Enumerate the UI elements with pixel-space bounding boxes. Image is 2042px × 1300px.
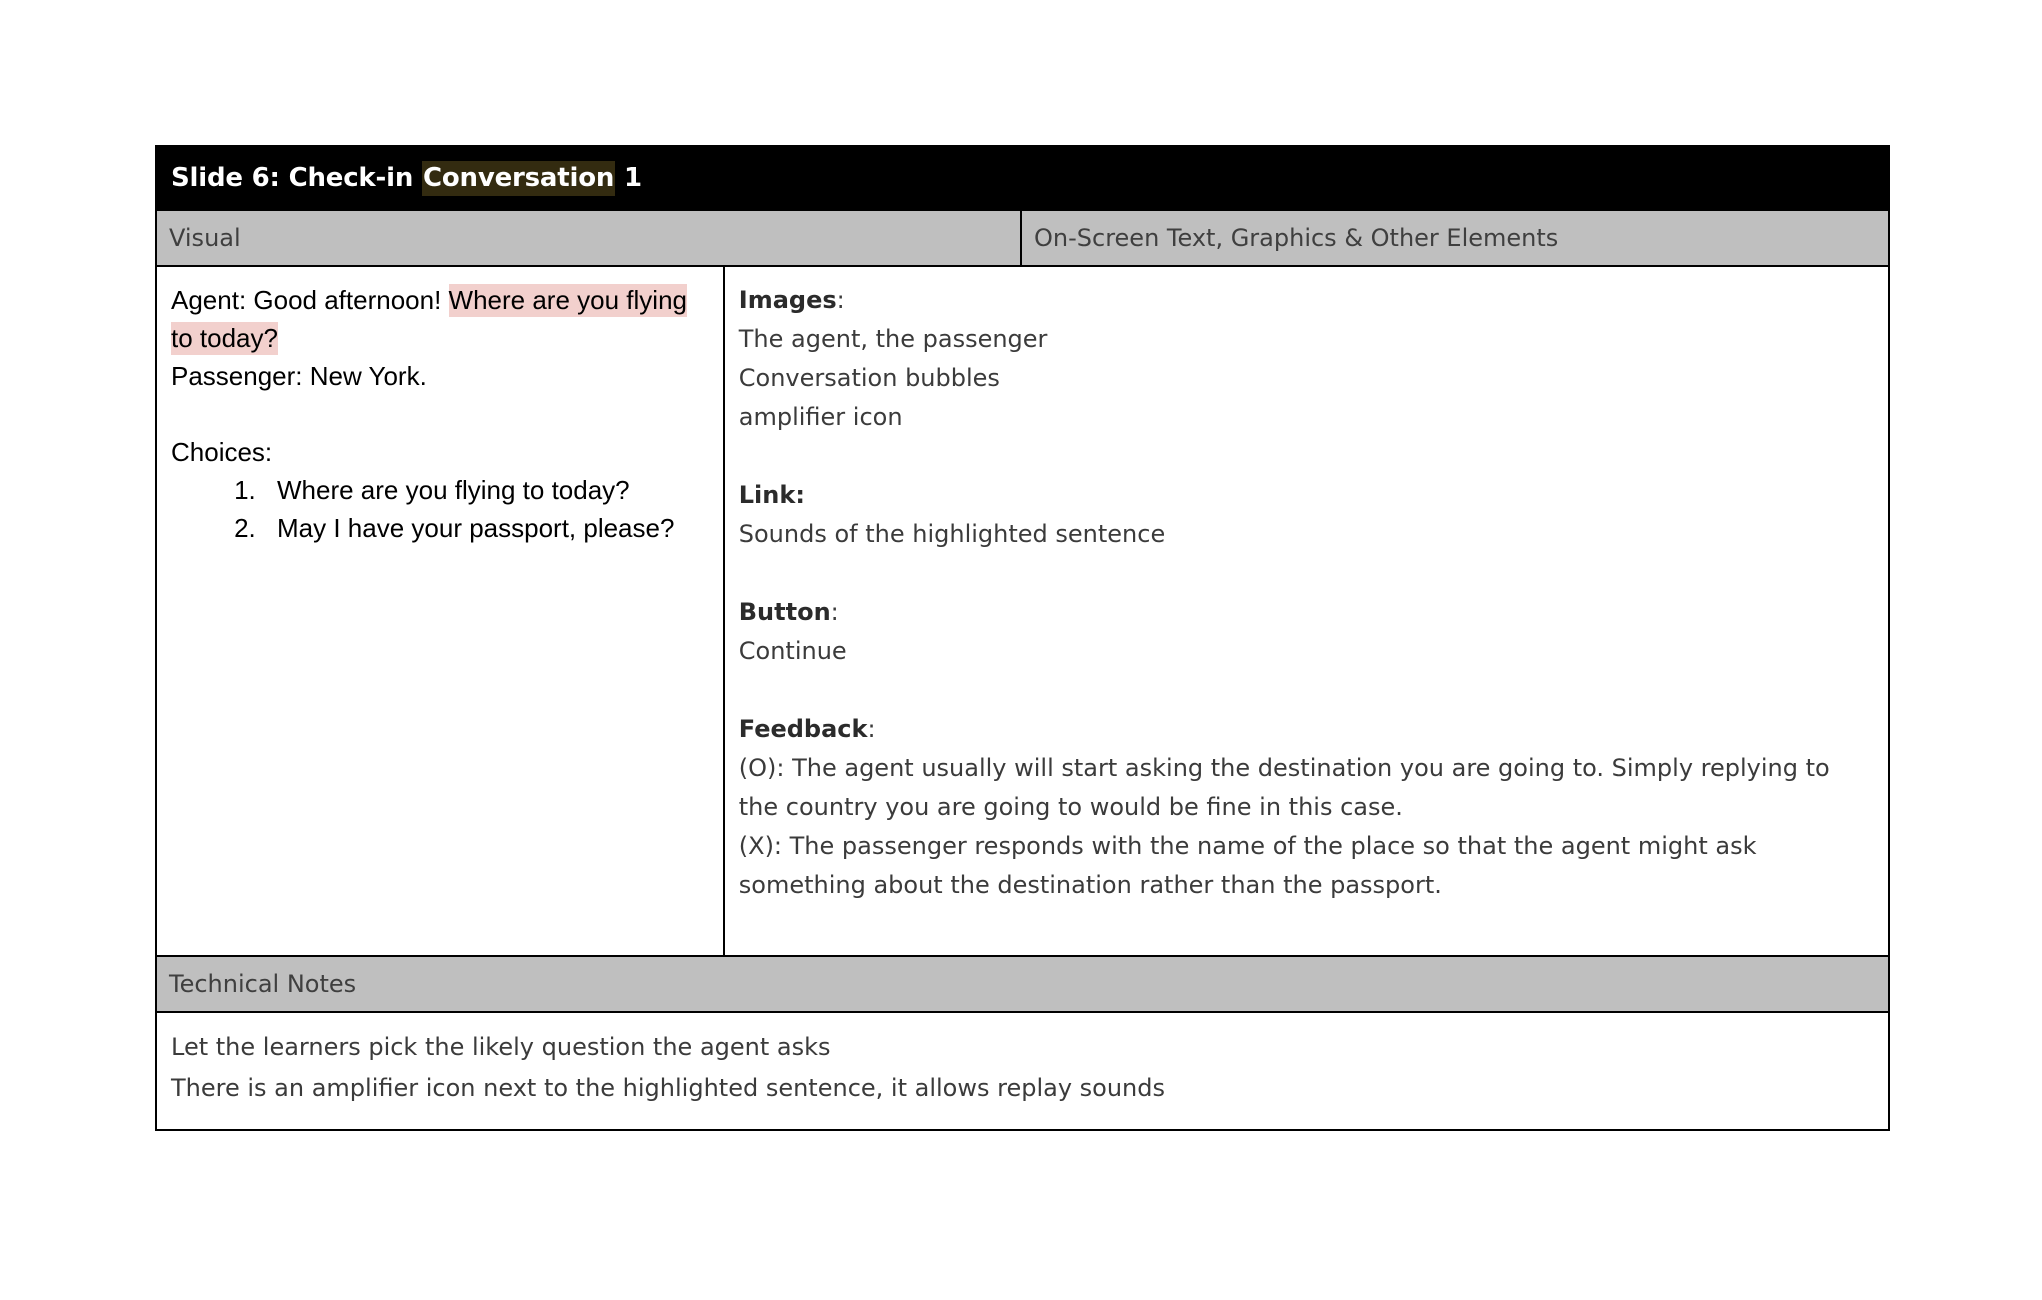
feedback-label: Feedback <box>738 715 868 743</box>
storyboard-table <box>155 145 1890 1131</box>
images-colon: : <box>836 286 845 314</box>
choice-item-1[interactable]: 1. Where are you flying to today? <box>263 471 709 509</box>
choices-label: Choices: <box>171 437 273 467</box>
onscreen-gap-1 <box>739 437 1874 476</box>
onscreen-gap-2 <box>739 554 1874 593</box>
dialogue-line-passenger <box>171 357 709 395</box>
slide-title-highlight: Conversation <box>422 161 615 196</box>
storyboard-body-row <box>157 265 1888 955</box>
visual-column <box>157 267 725 955</box>
feedback-colon: : <box>867 715 876 743</box>
onscreen-column <box>725 267 1888 955</box>
button-item-1: Continue <box>738 637 847 665</box>
column-header-onscreen: On-Screen Text, Graphics & Other Elements <box>1034 224 1559 252</box>
dialogue-agent-prefix: Agent: Good afternoon! <box>171 285 449 315</box>
column-header-visual: Visual <box>157 211 1022 265</box>
feedback-correct-text: (O): The agent usually will start asking the destination you are going to. Simply replying to the country you are going to would be fine in this case. <box>738 754 1830 821</box>
images-heading <box>739 281 1874 320</box>
link-item-1: Sounds of the highlighted sentence <box>738 520 1166 548</box>
column-header-band <box>157 209 1888 265</box>
technical-notes-band <box>157 955 1888 1011</box>
technical-note-2: There is an amplifier icon next to the highlighted sentence, it allows replay sounds <box>171 1074 1165 1102</box>
button-label: Button <box>738 598 831 626</box>
choices-list <box>171 471 709 547</box>
button-heading <box>739 593 1874 632</box>
technical-notes-header: Technical Notes <box>169 970 357 998</box>
button-colon: : <box>830 598 839 626</box>
images-item-1: The agent, the passenger <box>738 325 1048 353</box>
technical-note-1: Let the learners pick the likely question the agent asks <box>171 1033 831 1061</box>
visual-spacer <box>171 395 709 433</box>
slide-title-prefix: Slide 6: Check-in <box>171 162 422 193</box>
images-item-3: amplifier icon <box>738 403 903 431</box>
choice-item-2[interactable]: 2. May I have your passport, please? <box>263 509 709 547</box>
images-label: Images <box>738 286 837 314</box>
technical-notes-body <box>157 1011 1888 1129</box>
slide-title-bar <box>157 147 1888 209</box>
link-label: Link: <box>738 481 805 509</box>
dialogue-line-agent <box>171 281 709 357</box>
slide-title <box>171 164 642 193</box>
images-item-2: Conversation bubbles <box>738 364 1000 392</box>
feedback-heading <box>739 710 1874 749</box>
slide-title-suffix: 1 <box>615 162 642 193</box>
dialogue-passenger-text: Passenger: New York. <box>171 361 427 391</box>
onscreen-gap-3 <box>739 671 1874 710</box>
highlighted-sentence: Where are you flying to today? <box>171 285 687 353</box>
link-heading <box>739 476 1874 515</box>
feedback-incorrect-text: (X): The passenger responds with the name of the place so that the agent might ask something about the destination rather than the passport. <box>738 832 1757 899</box>
